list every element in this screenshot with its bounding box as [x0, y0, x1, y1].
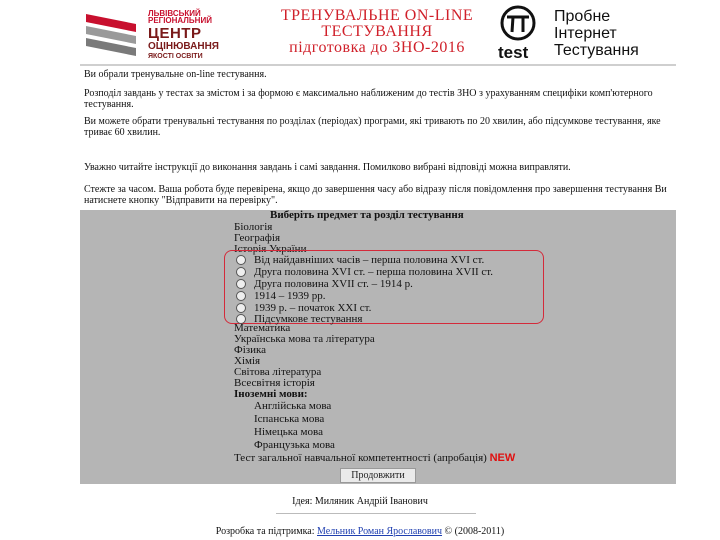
- footer-idea: Ідея: Миляник Андрій Іванович: [292, 496, 428, 507]
- pi-text-line1: Пробне: [554, 8, 611, 25]
- continue-button[interactable]: Продовжити: [340, 468, 416, 483]
- intro-p1: Ви обрали тренувальне on-line тестування.: [84, 69, 267, 80]
- intro-p4: Уважно читайте інструкції до виконання завдань і самі завдання. Помилково вибрані відповіді можна виправляти.: [84, 162, 571, 173]
- history-option-3[interactable]: [236, 278, 413, 290]
- radio-button[interactable]: [236, 279, 246, 289]
- footer-dev-prefix: Розробка та підтримка:: [215, 526, 315, 537]
- lrc-line3: ЦЕНТР: [148, 25, 202, 42]
- lrc-logo-mark-icon: [84, 8, 144, 60]
- radio-button[interactable]: [236, 291, 246, 301]
- foreign-languages-title: Іноземні мови:: [234, 388, 308, 400]
- history-option-2[interactable]: [236, 266, 493, 278]
- footer-dev-suffix: © (2008-2011): [444, 526, 505, 537]
- general-competence-test[interactable]: [234, 452, 515, 464]
- language-french[interactable]: Французька мова: [254, 439, 335, 451]
- subject-biology[interactable]: Біологія: [234, 221, 273, 233]
- pi-text-line3: Тестування: [554, 42, 639, 59]
- subject-physics[interactable]: Фізика: [234, 344, 267, 356]
- language-english[interactable]: Англійська мова: [254, 400, 332, 412]
- history-option-label: Від найдавніших часів – перша половина XVI ст.: [254, 254, 485, 266]
- footer-dev: [0, 526, 720, 537]
- history-option-label: 1939 р. – початок XXI ст.: [254, 302, 372, 314]
- subject-math[interactable]: Математика: [234, 322, 291, 334]
- language-german[interactable]: Німецька мова: [254, 426, 323, 438]
- history-option-4[interactable]: [236, 290, 326, 302]
- developer-link[interactable]: Мельник Роман Ярославович: [317, 526, 443, 537]
- pi-logo-text: [554, 8, 639, 59]
- general-test-label: Тест загальної навчальної компетентності (апробація): [234, 452, 487, 464]
- header: [0, 0, 720, 64]
- pi-logo-word: test: [498, 43, 529, 60]
- pi-test-logo-icon: [494, 4, 550, 60]
- title-line2: ТЕСТУВАННЯ: [321, 23, 433, 40]
- subject-ukrainian[interactable]: Українська мова та література: [234, 333, 375, 345]
- new-badge: NEW: [489, 452, 516, 464]
- lrc-line1: ЛЬВІВСЬКИЙ: [148, 9, 201, 18]
- subject-world-history[interactable]: Всесвітня історія: [234, 377, 315, 389]
- lrc-logo: [84, 8, 234, 60]
- title-line1: ТРЕНУВАЛЬНЕ ON-LINE: [280, 7, 474, 24]
- intro-p3: Ви можете обрати тренувальні тестування по розділах (періодах) програми, які тривають по 20 хвилин, або підсумкове тестування, яке триває 60 хвилин.: [84, 116, 661, 138]
- radio-button[interactable]: [236, 303, 246, 313]
- footer-divider: [276, 513, 476, 514]
- lrc-line5: ЯКОСТІ ОСВІТИ: [148, 53, 203, 60]
- radio-button[interactable]: [236, 255, 246, 265]
- pi-text-line2: Інтернет: [554, 25, 617, 42]
- subject-world-literature[interactable]: Світова література: [234, 366, 322, 378]
- intro-p5: Стежте за часом. Ваша робота буде перевірена, якщо до завершення часу або відразу після повідомлення про завершення тестування Ви натиснете кнопку "Відправити на перевірку".: [84, 184, 667, 206]
- history-option-label: Друга половина XVI ст. – перша половина XVII ст.: [254, 266, 494, 278]
- title-line3: підготовка до ЗНО-2016: [289, 39, 465, 56]
- history-option-label: Підсумкове тестування: [254, 313, 363, 325]
- history-option-1[interactable]: [236, 254, 484, 266]
- lrc-line2: РЕГІОНАЛЬНИЙ: [148, 16, 212, 25]
- subject-history-ukraine[interactable]: Історія України: [234, 243, 307, 255]
- history-option-label: Друга половина XVII ст. – 1914 р.: [254, 278, 413, 290]
- history-option-label: 1914 – 1939 рр.: [254, 290, 326, 302]
- select-title: Виберіть предмет та розділ тестування: [270, 209, 464, 221]
- subject-chemistry[interactable]: Хімія: [234, 355, 261, 367]
- subject-geography[interactable]: Географія: [234, 232, 281, 244]
- site-title: [272, 8, 482, 56]
- intro-p2: Розподіл завдань у тестах за змістом і за формою є максимально наближеним до тестів ЗНО з урахуванням специфіки комп'ютерного тестування.: [84, 88, 653, 110]
- lrc-line4: ОЦІНЮВАННЯ: [148, 41, 219, 52]
- radio-button[interactable]: [236, 267, 246, 277]
- language-spanish[interactable]: Іспанська мова: [254, 413, 325, 425]
